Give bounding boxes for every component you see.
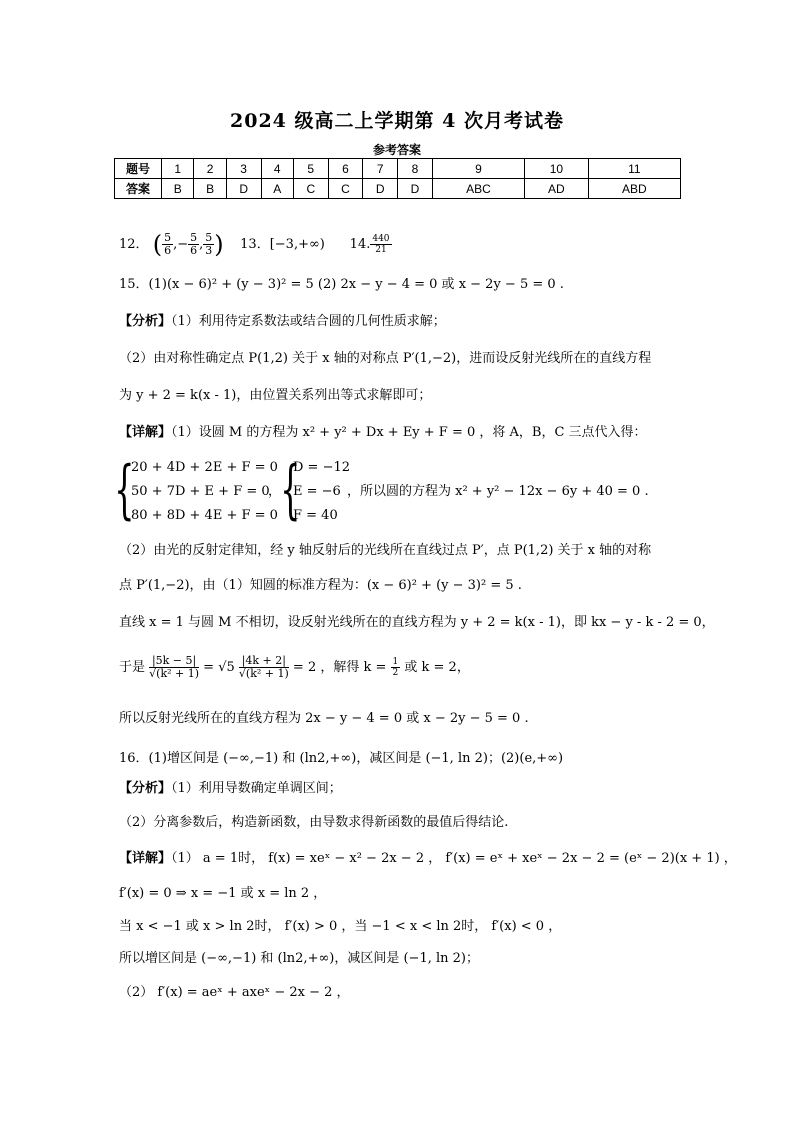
q16-detail-3: 当 x < −1 或 x > ln 2时， f′(x) > 0 ，当 −1 < x < ln 2时， f′(x) < 0 ， — [119, 919, 562, 934]
q12-answer-line: 12． ( $\frac{5}{6}$ ,− $\frac{5}{6}$ , $\frac{5}{3}$ ) 13．[−3,+∞) 14. $\frac{440}{21}$ — [119, 230, 390, 259]
q16-analysis-1: 【分析】（1）利用导数确定单调区间； — [119, 781, 342, 796]
table-cell: D — [398, 179, 433, 199]
table-cell: C — [328, 179, 363, 199]
fraction: $\frac{1}{2}$ — [392, 657, 399, 678]
table-cell: D — [226, 179, 261, 199]
q16-detail-1: 【详解】（1） a = 1时， f(x) = xeˣ − x² − 2x − 2 ， f′(x) = eˣ + xeˣ − 2x − 2 = (eˣ − 2)(x + 1) ， — [119, 851, 737, 866]
fraction: $\frac{5}{6}$ — [164, 231, 172, 257]
fraction: $\frac{|5k - 5|}{\text{√(k² + 1)}}$ — [149, 654, 200, 680]
table-cell: C — [293, 179, 328, 199]
table-cell: B — [162, 179, 194, 199]
fraction: $\frac{|4k + 2|}{\text{√(k² + 1)}}$ — [238, 654, 289, 680]
table-cell: 8 — [398, 159, 433, 179]
table-header-answer: 答案 — [115, 179, 162, 199]
q15-detail-1: 【详解】（1）设圆 M 的方程为 x² + y² + Dx + Ey + F = 0 ，将 A，B，C 三点代入得： — [119, 425, 647, 440]
q15-detail-4: 直线 x = 1 与圆 M 不相切，设反射光线所在的直线方程为 y + 2 = k(x - 1)，即 kx − y - k - 2 = 0， — [119, 615, 715, 630]
table-cell: ABD — [588, 179, 680, 199]
table-row-answers — [115, 179, 681, 199]
table-cell: 4 — [261, 159, 293, 179]
left-brace: { — [114, 453, 135, 527]
q16-detail-5: （2） f′(x) = aeˣ + axeˣ − 2x − 2 ， — [119, 985, 350, 1000]
q16-detail-2: f′(x) = 0 ⇒ x = −1 或 x = ln 2 ， — [119, 886, 327, 901]
table-cell: A — [261, 179, 293, 199]
fraction: $\frac{5}{3}$ — [205, 231, 213, 257]
q15-analysis-3: 为 y + 2 = k(x - 1)，由位置关系列出等式求解即可； — [119, 388, 432, 403]
table-cell: 5 — [293, 159, 328, 179]
answer-table — [114, 158, 681, 199]
document-page: 2024 级高二上学期第 4 次月考试卷 参考答案 题号 1 2 3 4 5 6 7 8 9 10 11 答案 B B D A C C D D ABC AD ABD 12． ( $\frac{5}{6}$ ,− $\frac{5}{6}$ , $\frac{5}{3}$ ) 13．[−3,+∞) 14. $\frac{440}{21}$ 15．(1)(x − 6)² + (y − 3)² = 5 (2) 2x − y − 4 = 0 或 x − 2y − 5 = 0 . 【分析】（1）利用待定系数法或结合圆的几何性质求解； （2）由对称性确定点 P(1,2) 关于 x 轴的对称点 P′(1,−2)，进而设反射光线所在的直线方程 为 y + 2 = k(x - 1)，由位置关系列出等式求解即可； 【详解】（1）设圆 M 的方程为 x² + y² + Dx + Ey + F = 0 ，将 A，B，C 三点代入得： { 20 + 4D + 2E + F = 0 50 + 7D + E + F = 0 80 + 8D + 4E + F = 0 ， { D = −12 E = −6 F = 40 ，所以圆的方程为 x² + y² − 12x − 6y + 40 = 0 . （2）由光的反射定律知，经 y 轴反射后的光线所在直线过点 P′，点 P(1,2) 关于 x 轴的对称 点 P′(1,−2)，由（1）知圆的标准方程为：(x − 6)² + (y − 3)² = 5 . 直线 x = 1 与圆 M 不相切，设反射光线所在的直线方程为 y + 2 = k(x - 1)，即 kx − y - k - 2 = 0， 于是 $\frac{|5k - 5|}{\text{√(k² + 1)}}$ = √5 $\frac{|4k + 2|}{\text{√(k² + 1)}}$ = 2 ，解得 k = $\frac{1}{2}$ 或 k = 2， 所以反射光线所在的直线方程为 2x − y − 4 = 0 或 x − 2y − 5 = 0 . 16．(1)增区间是 (−∞,−1) 和 (ln2,+∞)，减区间是 (−1, ln 2)；(2)(e,+∞) 【分析】（1）利用导数确定单调区间； （2）分离参数后，构造新函数，由导数求得新函数的最值后得结论. 【详解】（1） a = 1时， f(x) = xeˣ − x² − 2x − 2 ， f′(x) = eˣ + xeˣ − 2x − 2 = (eˣ − 2)(x + 1) ， f′(x) = 0 ⇒ x = −1 或 x = ln 2 ， 当 x < −1 或 x > ln 2时， f′(x) > 0 ，当 −1 < x < ln 2时， f′(x) < 0 ， 所以增区间是 (−∞,−1) 和 (ln2,+∞)，减区间是 (−1, ln 2)； （2） f′(x) = aeˣ + axeˣ − 2x − 2 ， — [0, 0, 794, 1123]
q13-label: 13． — [240, 237, 270, 252]
page-title: 2024 级高二上学期第 4 次月考试卷 — [230, 110, 564, 132]
table-cell: 7 — [363, 159, 398, 179]
left-brace: { — [280, 453, 301, 527]
answer-key-subtitle: 参考答案 — [372, 143, 421, 157]
table-cell: 10 — [525, 159, 588, 179]
table-cell: 6 — [328, 159, 363, 179]
q15-answer-line: 15．(1)(x − 6)² + (y − 3)² = 5 (2) 2x − y − 4 = 0 或 x − 2y − 5 = 0 . — [119, 277, 564, 292]
table-cell: AD — [525, 179, 588, 199]
q14-answer: $\frac{440}{21}$ — [372, 234, 390, 255]
circle-equation-conclusion: ，所以圆的方程为 x² + y² − 12x − 6y + 40 = 0 . — [347, 484, 649, 499]
equation-system-right: D = −12 E = −6 F = 40 — [293, 460, 351, 523]
q15-detail-3: 点 P′(1,−2)，由（1）知圆的标准方程为：(x − 6)² + (y − 3)² = 5 . — [119, 578, 522, 593]
table-row-numbers — [115, 159, 681, 179]
table-cell: D — [363, 179, 398, 199]
q14-label: 14. — [349, 237, 371, 252]
table-cell: 2 — [194, 159, 226, 179]
q16-detail-4: 所以增区间是 (−∞,−1) 和 (ln2,+∞)，减区间是 (−1, ln 2)； — [119, 951, 479, 966]
table-cell: ABC — [432, 179, 524, 199]
table-cell: 3 — [226, 159, 261, 179]
table-cell: 11 — [588, 159, 680, 179]
q15-analysis-2: （2）由对称性确定点 P(1,2) 关于 x 轴的对称点 P′(1,−2)，进而设反射光线所在的直线方程 — [119, 351, 652, 366]
q15-detail-5: 于是 $\frac{|5k - 5|}{\text{√(k² + 1)}}$ = √5 $\frac{|4k + 2|}{\text{√(k² + 1)}}$ = 2 ，解得 k = $\frac{1}{2}$ 或 k = 2， — [119, 654, 470, 680]
q15-analysis-1: 【分析】（1）利用待定系数法或结合圆的几何性质求解； — [119, 314, 446, 329]
q16-analysis-2: （2）分离参数后，构造新函数，由导数求得新函数的最值后得结论. — [119, 815, 509, 830]
fraction: $\frac{5}{6}$ — [190, 231, 198, 257]
q13-answer: [−3,+∞) — [269, 237, 325, 252]
table-cell: 9 — [432, 159, 524, 179]
table-header-number: 题号 — [115, 159, 162, 179]
q15-detail-6: 所以反射光线所在的直线方程为 2x − y − 4 = 0 或 x − 2y − 5 = 0 . — [119, 711, 529, 726]
q16-answer-line: 16．(1)增区间是 (−∞,−1) 和 (ln2,+∞)，减区间是 (−1, ln 2)；(2)(e,+∞) — [119, 751, 564, 766]
table-cell: 1 — [162, 159, 194, 179]
q15-detail-2: （2）由光的反射定律知，经 y 轴反射后的光线所在直线过点 P′，点 P(1,2) 关于 x 轴的对称 — [119, 543, 652, 558]
table-cell: B — [194, 179, 226, 199]
equation-system-left: 20 + 4D + 2E + F = 0 50 + 7D + E + F = 0 80 + 8D + 4E + F = 0 — [131, 460, 278, 523]
q12-label: 12． — [119, 237, 149, 252]
